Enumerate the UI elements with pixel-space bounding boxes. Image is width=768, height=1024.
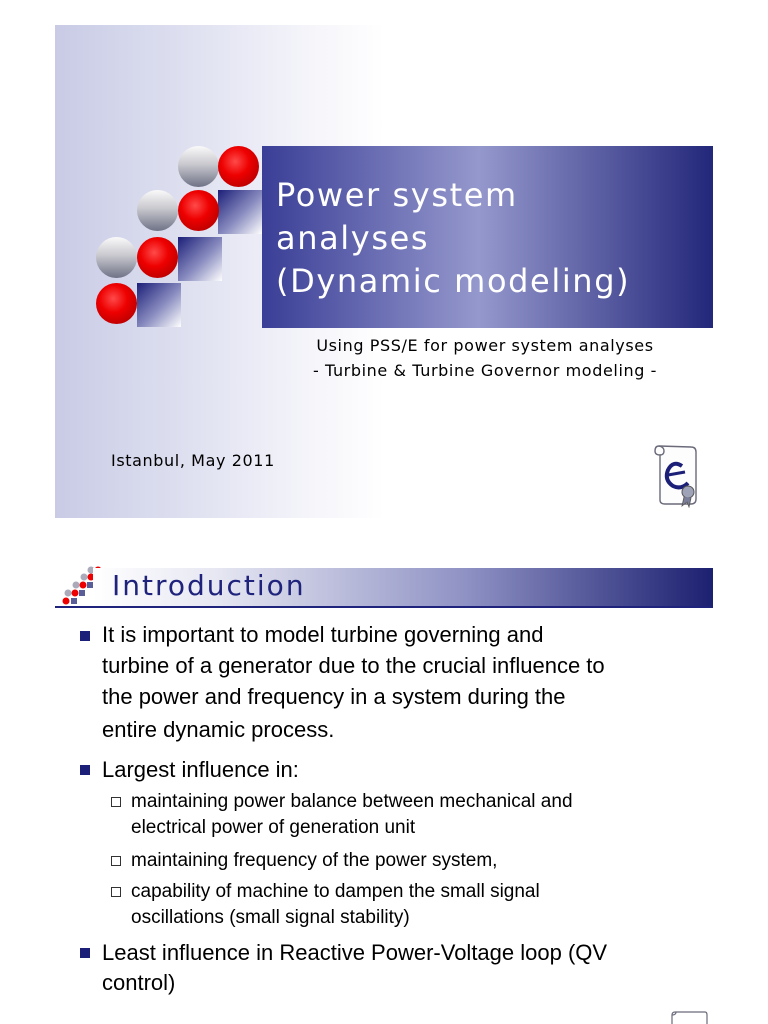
sub-bullet-text: maintaining frequency of the power system, [131,850,498,871]
bullet-text: Largest influence in: [102,757,299,782]
location-date: Istanbul, May 2011 [111,451,275,470]
grey-ball-decoration [96,237,137,278]
red-ball-decoration [218,146,259,187]
gradient-square-decoration [218,190,262,234]
grey-ball-decoration [137,190,178,231]
red-ball-decoration [137,237,178,278]
bullet-text: turbine of a generator due to the crucial influence to [102,653,605,678]
bullet-marker [80,765,90,775]
red-ball-decoration [178,190,219,231]
grey-ball-decoration [178,146,219,187]
gradient-square-decoration [178,237,222,281]
sub-bullet-marker [111,797,121,807]
certificate-scroll-icon [669,1008,709,1024]
bullet-marker [80,948,90,958]
slide-title-line: analyses [276,219,430,257]
slide-title-line: (Dynamic modeling) [276,262,631,300]
bullet-text: the power and frequency in a system during the [102,684,566,709]
bullet-text: Least influence in Reactive Power-Voltage loop (QV [102,940,608,965]
title-slide [55,25,713,518]
gradient-square-decoration [137,283,181,327]
sub-bullet-marker [111,856,121,866]
bullet-text: control) [102,970,176,995]
sub-bullet-marker [111,887,121,897]
heading-underline [55,606,713,608]
sub-bullet-text: oscillations (small signal stability) [131,907,410,928]
bullet-text: It is important to model turbine governing and [102,622,544,647]
certificate-scroll-icon [651,442,701,508]
sub-bullet-text: electrical power of generation unit [131,817,416,838]
red-ball-decoration [96,283,137,324]
bullet-marker [80,631,90,641]
slide-title-line: Power system [276,176,518,214]
title-box [262,146,713,328]
subtitle-line: Using PSS/E for power system analyses [316,336,654,355]
content-slide [55,560,713,1024]
subtitle-line: - Turbine & Turbine Governor modeling - [312,361,658,380]
sub-bullet-text: maintaining power balance between mechanical and [131,791,573,812]
sub-bullet-text: capability of machine to dampen the small signal [131,881,540,902]
slide-heading: Introduction [112,569,306,602]
bullet-text: entire dynamic process. [102,717,335,742]
